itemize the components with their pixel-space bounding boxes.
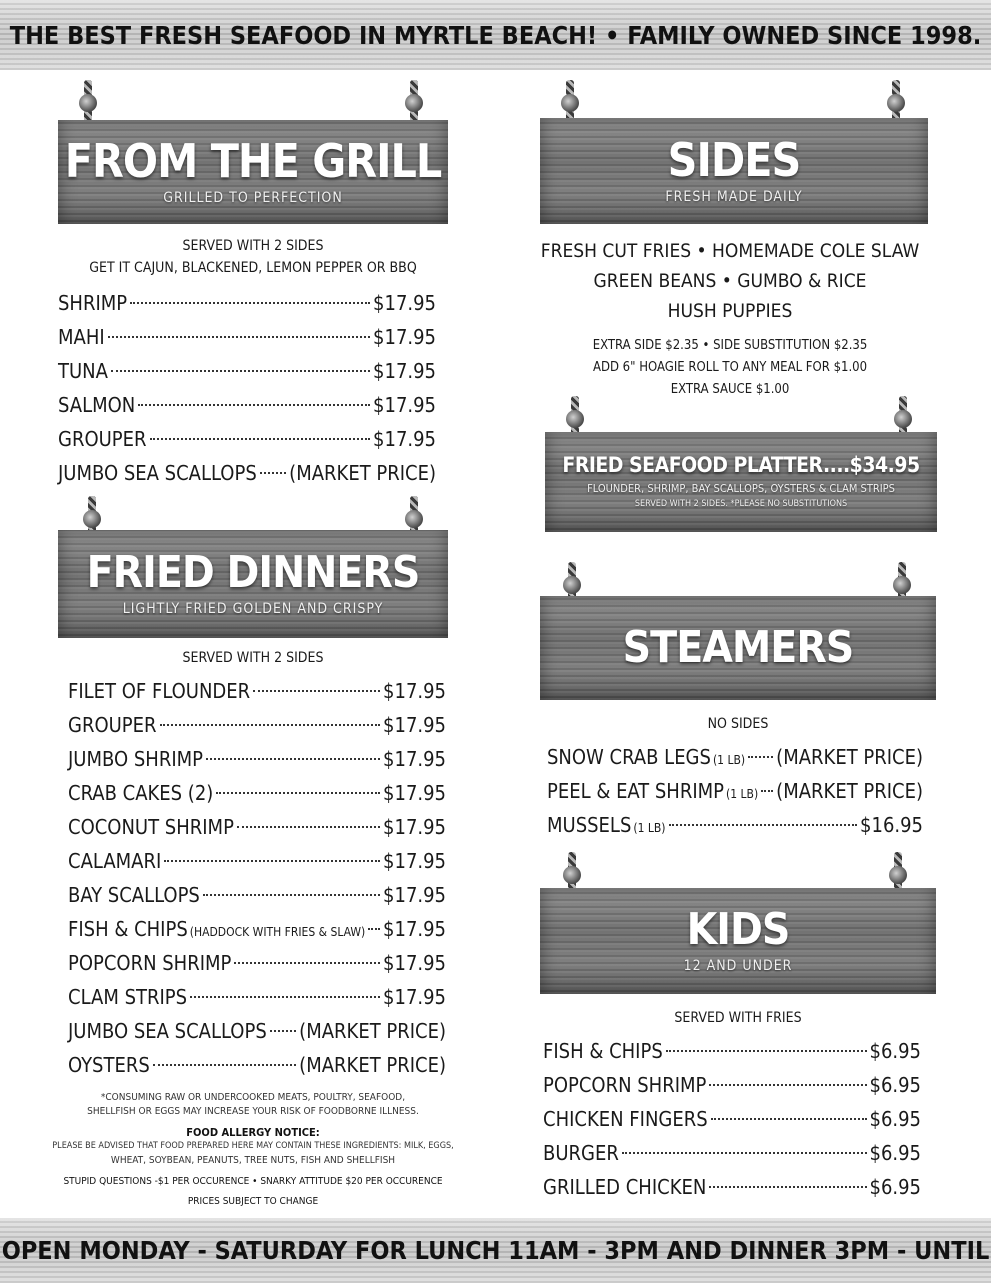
top-banner-text: THE BEST FRESH SEAFOOD IN MYRTLE BEACH! • FAMILY OWNED SINCE 1998. [9, 20, 982, 50]
list-item: COCONUT SHRIMP $17.95 [68, 815, 446, 839]
list-item: MUSSELS (1 LB) $16.95 [547, 813, 923, 837]
kids-list [543, 1034, 921, 1204]
knot-right [405, 510, 423, 528]
list-item: GROUPER $17.95 [58, 427, 436, 451]
kids-sign [540, 852, 936, 996]
kids-subtitle: 12 AND UNDER [683, 958, 793, 974]
fried-board [58, 530, 448, 638]
list-item: FISH & CHIPS (HADDOCK WITH FRIES & SLAW) $17.95 [68, 917, 446, 941]
list-item: BURGER $6.95 [543, 1141, 921, 1165]
sides-board [540, 118, 928, 224]
sides-extra-1: EXTRA SIDE $2.35 • SIDE SUBSTITUTION $2.35 [592, 338, 868, 353]
sides-extra-3: EXTRA SAUCE $1.00 [670, 382, 790, 397]
list-item: JUMBO SHRIMP $17.95 [68, 747, 446, 771]
list-item: FILET OF FLOUNDER $17.95 [68, 679, 446, 703]
list-item: CLAM STRIPS $17.95 [68, 985, 446, 1009]
fried-subtitle: LIGHTLY FRIED GOLDEN AND CRISPY [122, 601, 384, 617]
platter-sign [545, 396, 937, 536]
steamers-title: STEAMERS [622, 622, 854, 673]
fried-sign [58, 496, 448, 640]
steamers-board [540, 596, 936, 700]
steamers-sign [540, 562, 936, 702]
disclaimer-raw-1: *CONSUMING RAW OR UNDERCOOKED MEATS, POULTRY, SEAFOOD, [100, 1092, 406, 1103]
top-banner [0, 0, 991, 70]
list-item: CHICKEN FINGERS $6.95 [543, 1107, 921, 1131]
platter-board [545, 432, 937, 532]
kids-title: KIDS [686, 904, 790, 955]
sides-line-3: HUSH PUPPIES [667, 300, 793, 322]
list-item: PEEL & EAT SHRIMP (1 LB) (MARKET PRICE) [547, 779, 923, 803]
sides-sign [540, 80, 928, 228]
list-item: GROUPER $17.95 [68, 713, 446, 737]
knot-right [889, 866, 907, 884]
grill-title: FROM THE GRILL [64, 134, 442, 188]
platter-title: FRIED SEAFOOD PLATTER....$34.95 [562, 453, 920, 477]
list-item: CALAMARI $17.95 [68, 849, 446, 873]
stupid-questions-note: STUPID QUESTIONS -$1 PER OCCURENCE • SNARKY ATTITUDE $20 PER OCCURENCE [63, 1176, 443, 1187]
grill-subtitle: GRILLED TO PERFECTION [163, 190, 343, 206]
sides-extra-2: ADD 6" HOAGIE ROLL TO ANY MEAL FOR $1.00 [592, 360, 868, 375]
bottom-banner [0, 1218, 991, 1283]
fried-list [68, 674, 446, 1082]
list-item: TUNA $17.95 [58, 359, 436, 383]
allergy-line-2: WHEAT, SOYBEAN, PEANUTS, TREE NUTS, FISH AND SHELLFISH [110, 1155, 396, 1166]
list-item: MAHI $17.95 [58, 325, 436, 349]
grill-note-sides: SERVED WITH 2 SIDES [182, 238, 324, 254]
knot-right [887, 94, 905, 112]
platter-line-2: SERVED WITH 2 SIDES. *PLEASE NO SUBSTITUTIONS [634, 499, 848, 509]
kids-note: SERVED WITH FRIES [674, 1010, 802, 1026]
hours-text: OPEN MONDAY - SATURDAY FOR LUNCH 11AM - 3PM AND DINNER 3PM - UNTIL [1, 1236, 990, 1265]
steamers-list [547, 740, 923, 842]
fried-title: FRIED DINNERS [86, 547, 420, 598]
prices-note: PRICES SUBJECT TO CHANGE [187, 1196, 319, 1207]
knot-left [563, 866, 581, 884]
list-item: JUMBO SEA SCALLOPS (MARKET PRICE) [68, 1019, 446, 1043]
list-item: CRAB CAKES (2) $17.95 [68, 781, 446, 805]
list-item: POPCORN SHRIMP $17.95 [68, 951, 446, 975]
platter-line-1: FLOUNDER, SHRIMP, BAY SCALLOPS, OYSTERS & CLAM STRIPS [587, 482, 895, 495]
list-item: POPCORN SHRIMP $6.95 [543, 1073, 921, 1097]
list-item: SALMON $17.95 [58, 393, 436, 417]
knot-left [561, 94, 579, 112]
allergy-line-1: PLEASE BE ADVISED THAT FOOD PREPARED HERE MAY CONTAIN THESE INGREDIENTS: MILK, EGGS, [52, 1141, 454, 1151]
knot-left [566, 410, 584, 428]
list-item: SHRIMP $17.95 [58, 291, 436, 315]
kids-board [540, 888, 936, 994]
sides-line-1: FRESH CUT FRIES • HOMEMADE COLE SLAW [540, 240, 920, 262]
list-item: FISH & CHIPS $6.95 [543, 1039, 921, 1063]
list-item: GRILLED CHICKEN $6.95 [543, 1175, 921, 1199]
grill-sign [58, 80, 448, 228]
knot-right [405, 94, 423, 112]
fried-note: SERVED WITH 2 SIDES [182, 650, 324, 666]
list-item: OYSTERS (MARKET PRICE) [68, 1053, 446, 1077]
list-item: BAY SCALLOPS $17.95 [68, 883, 446, 907]
grill-note-styles: GET IT CAJUN, BLACKENED, LEMON PEPPER OR BBQ [89, 260, 417, 276]
steamers-note: NO SIDES [707, 716, 769, 732]
knot-right [893, 576, 911, 594]
sides-title: SIDES [667, 133, 801, 187]
list-item: SNOW CRAB LEGS (1 LB) (MARKET PRICE) [547, 745, 923, 769]
knot-left [79, 94, 97, 112]
sides-subtitle: FRESH MADE DAILY [665, 189, 803, 205]
knot-right [894, 410, 912, 428]
knot-left [563, 576, 581, 594]
allergy-title: FOOD ALLERGY NOTICE: [186, 1126, 320, 1139]
sides-line-2: GREEN BEANS • GUMBO & RICE [593, 270, 867, 292]
disclaimer-raw-2: SHELLFISH OR EGGS MAY INCREASE YOUR RISK OF FOODBORNE ILLNESS. [87, 1106, 419, 1117]
grill-board [58, 120, 448, 224]
grill-list [58, 286, 436, 490]
list-item: JUMBO SEA SCALLOPS (MARKET PRICE) [58, 461, 436, 485]
knot-left [83, 510, 101, 528]
